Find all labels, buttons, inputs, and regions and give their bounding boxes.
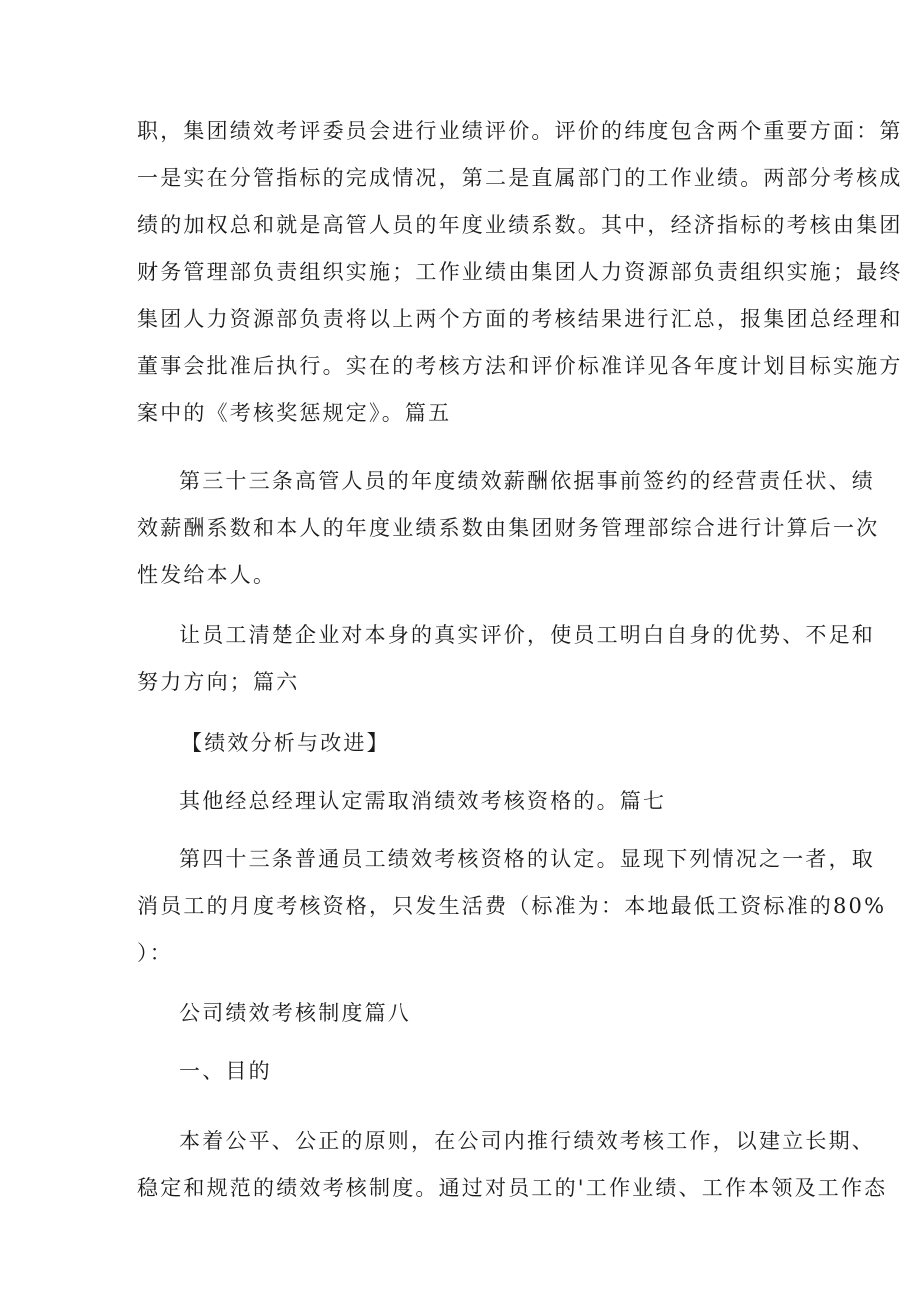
text-line: ）：: [137, 941, 173, 965]
paragraph-9: [137, 1118, 888, 1212]
paragraph-5: [137, 778, 799, 825]
text-line: 绩的加权总和就是高管人员的年度业绩系数。其中，经济指标的考核由集团: [137, 213, 903, 237]
heading-text: 一、目的: [179, 1059, 272, 1083]
paragraph-6: [137, 836, 887, 977]
heading-text: 公司绩效考核制度篇八: [179, 1001, 411, 1025]
text-line: 财务管理部负责组织实施；工作业绩由集团人力资源部负责组织实施；最终: [137, 260, 903, 284]
text-line: 稳定和规范的绩效考核制度。通过对员工的'工作业绩、工作本领及工作态: [137, 1176, 888, 1200]
text-line: 集团人力资源部负责将以上两个方面的考核结果进行汇总，报集团总经理和: [137, 307, 903, 331]
text-line: 让员工清楚企业对本身的真实评价，使员工明白自身的优势、不足和: [179, 623, 875, 647]
text-line: 性发给本人。: [137, 563, 277, 587]
section-heading: [137, 720, 799, 767]
paragraph-1: [137, 108, 903, 437]
section-title: [137, 990, 799, 1037]
text-line: 董事会批准后执行。实在的考核方法和评价标准详见各年度计划目标实施方: [137, 354, 903, 378]
text-line: 本着公平、公正的原则，在公司内推行绩效考核工作，以建立长期、: [179, 1129, 875, 1153]
text-line: 职，集团绩效考评委员会进行业绩评价。评价的纬度包含两个重要方面：第: [137, 119, 903, 143]
text-line: 一是实在分管指标的完成情况，第二是直属部门的工作业绩。两部分考核成: [137, 166, 903, 190]
paragraph-3: [137, 612, 875, 706]
paragraph-2: [137, 458, 880, 599]
heading-text: 【绩效分析与改进】: [181, 731, 390, 755]
text-line: 消员工的月度考核资格，只发生活费（标准为：本地最低工资标准的80%: [137, 894, 887, 918]
text-line: 其他经总经理认定需取消绩效考核资格的。篇七: [179, 789, 667, 813]
text-line: 效薪酬系数和本人的年度业绩系数由集团财务管理部综合进行计算后一次: [137, 516, 880, 540]
text-line: 第三十三条高管人员的年度绩效薪酬依据事前签约的经营责任状、绩: [179, 469, 875, 493]
text-line: 案中的《考核奖惩规定》。篇五: [137, 401, 452, 425]
text-line: 第四十三条普通员工绩效考核资格的认定。显现下列情况之一者，取: [179, 847, 875, 871]
sub-heading: [137, 1048, 799, 1095]
text-line: 努力方向；篇六: [137, 670, 300, 694]
